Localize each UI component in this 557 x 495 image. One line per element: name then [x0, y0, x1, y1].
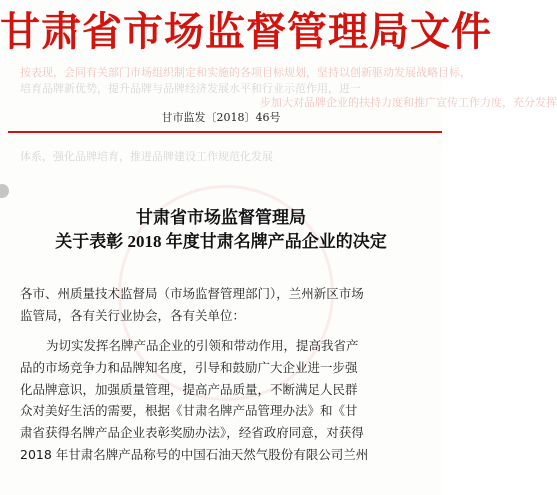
addressee-line: 监管局，各有关行业协会，各有关单位：	[20, 307, 246, 323]
document-title-line-2: 关于表彰 2018 年度甘肃名牌产品企业的决定	[55, 232, 387, 251]
bleed-through-line: 步加大对品牌企业的扶持力度和推广宣传工作力度，充分发挥	[260, 96, 557, 109]
document-header-title: 甘肃省市场监督管理局文件	[0, 9, 492, 55]
addressee-paragraph	[20, 283, 432, 327]
body-line: 化品牌意识，加强质量管理，提高产品质量，不断满足人民群	[20, 381, 358, 397]
bleed-through-line: 培育品牌新优势，提升品牌与品牌经济发展水平和行业示范作用，进一	[20, 82, 361, 95]
scroll-handle[interactable]	[0, 184, 9, 198]
body-line: 为切实发挥名牌产品企业的引领和带动作用，提高我省产	[46, 338, 359, 353]
bleed-through-line: 按表现，会同有关部门市场组织制定和实施的各项目标规划，坚持以创新驱动发展战略目标，	[20, 66, 471, 79]
addressee-line: 各市、州质量技术监督局（市场监督管理部门），兰州新区市场	[20, 286, 364, 301]
body-line: 肃省获得名牌产品企业表彰奖励办法》，经省政府同意，对获得	[20, 425, 364, 441]
red-divider-line	[8, 131, 442, 133]
body-paragraph	[20, 335, 432, 466]
body-line: 2018 年甘肃名牌产品称号的中国石油天然气股份有限公司兰州	[20, 446, 369, 462]
body-line: 众对美好生活的需要，根据《甘肃名牌产品管理办法》和《甘	[20, 403, 358, 419]
document-number: 甘市监发〔2018〕46号	[161, 111, 281, 124]
body-line: 品的市场竞争力和品牌知名度，引导和鼓励广大企业进一步强	[20, 359, 358, 375]
document-title-line-1: 甘肃省市场监督管理局	[136, 208, 306, 227]
bleed-through-line: 体系，强化品牌培育，推进品牌建设工作规范化发展	[20, 150, 273, 163]
